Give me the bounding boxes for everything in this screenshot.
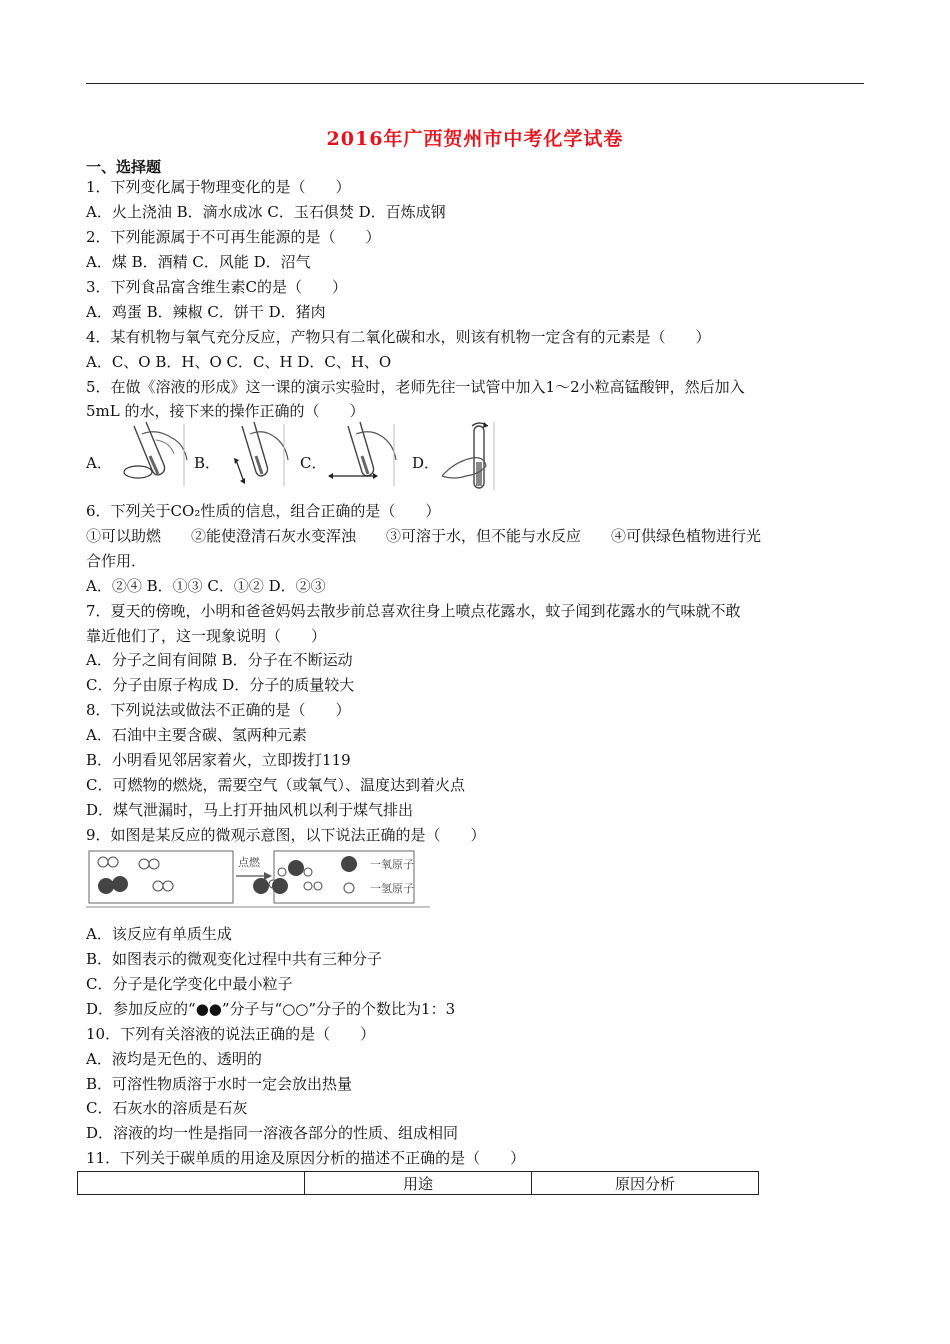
q1-options: A．火上浇油 B．滴水成冰 C．玉石俱焚 D．百炼成钢 [86,203,446,221]
q11-table [77,1171,759,1195]
q9-option-b: B．如图表示的微观变化过程中共有三种分子 [86,950,383,968]
q10-option-b: B．可溶性物质溶于水时一定会放出热量 [86,1075,353,1093]
page-title: 2016年广西贺州市中考化学试卷 [326,128,624,150]
q8-option-a: A．石油中主要含碳、氢两种元素 [86,726,307,744]
test-tube-shake-b-image [214,420,290,486]
table-header-cell [78,1172,305,1195]
q3-stem: 3．下列食品富含维生素C的是（ ） [86,278,348,296]
test-tube-shake-a-image [112,420,190,486]
q2-stem: 2．下列能源属于不可再生能源的是（ ） [86,228,381,246]
table-header-cell: 用途 [305,1172,532,1195]
q8-option-d: D．煤气泄漏时，马上打开抽风机以利于煤气排出 [86,801,414,819]
q5-option-b-label: B． [194,454,221,472]
q7-stem: 7．夏天的傍晚，小明和爸爸妈妈去散步前总喜欢往身上喷点花露水，蚊子闻到花露水的气味就不敢 [86,602,741,620]
q9-option-a: A．该反应有单质生成 [86,925,232,943]
q5-option-c-label: C． [300,454,327,472]
q10-option-c: C．石灰水的溶质是石灰 [86,1099,248,1117]
q10-stem: 10．下列有关溶液的说法正确的是（ ） [86,1025,376,1043]
legend-hydrogen-label: 一氢原子 [370,882,414,895]
q10-option-d: D．溶液的均一性是指同一溶液各部分的性质、组成相同 [86,1124,459,1142]
q11-stem: 11．下列关于碳单质的用途及原因分析的描述不正确的是（ ） [86,1149,526,1167]
q10-option-a: A．液均是无色的、透明的 [86,1050,262,1068]
q5-stem: 5．在做《溶液的形成》这一课的演示实验时，老师先往一试管中加入1～2小粒高锰酸钾，然后加入 [86,378,745,396]
q8-stem: 8．下列说法或做法不正确的是（ ） [86,701,351,719]
section-heading: 一、选择题 [86,158,162,176]
q7-options-cd: C．分子由原子构成 D．分子的质量较大 [86,676,355,694]
q7-stem-cont: 靠近他们了，这一现象说明（ ） [86,627,327,645]
q9-stem: 9．如图是某反应的微观示意图，以下说法正确的是（ ） [86,826,486,844]
q3-options: A．鸡蛋 B．辣椒 C．饼干 D．猪肉 [86,303,326,321]
q6-stem: 6．下列关于CO₂性质的信息，组合正确的是（ ） [86,502,441,520]
test-tube-shake-c-image [322,420,400,486]
q4-stem: 4．某有机物与氧气充分反应，产物只有二氧化碳和水，则该有机物一定含有的元素是（ ） [86,328,711,346]
q4-options: A．C、O B．H、O C．C、H D．C、H、O [86,353,392,371]
q5-option-d-label: D． [412,454,440,472]
legend-oxygen-label: 一氧原子 [370,858,414,871]
q6-options: A．②④ B．①③ C．①② D．②③ [86,577,326,595]
top-rule [86,83,864,84]
q8-option-b: B．小明看见邻居家着火，立即拨打119 [86,751,351,769]
q5-stem-cont: 5mL 的水，接下来的操作正确的（ ） [86,402,365,420]
q6-items: ①可以助燃 ②能使澄清石灰水变浑浊 ③可溶于水，但不能与水反应 ④可供绿色植物进行光 [86,527,762,545]
q8-option-c: C．可燃物的燃烧，需要空气（或氧气）、温度达到着火点 [86,776,465,794]
q1-stem: 1．下列变化属于物理变化的是（ ） [86,178,351,196]
arrow-label: 点燃 [238,856,260,869]
q9-option-c: C．分子是化学变化中最小粒子 [86,975,293,993]
reaction-micro-diagram [86,848,430,910]
q7-options-ab: A．分子之间有间隙 B．分子在不断运动 [86,651,353,669]
table-header-row [78,1172,759,1195]
q5-option-a-label: A． [86,454,112,472]
q9-option-d: D．参加反应的“●●”分子与“○○”分子的个数比为1：3 [86,1000,456,1018]
table-header-cell: 原因分析 [532,1172,759,1195]
q2-options: A．煤 B．酒精 C．风能 D．沼气 [86,253,311,271]
test-tube-shake-d-image [436,418,502,492]
q6-items-cont: 合作用． [86,552,147,570]
